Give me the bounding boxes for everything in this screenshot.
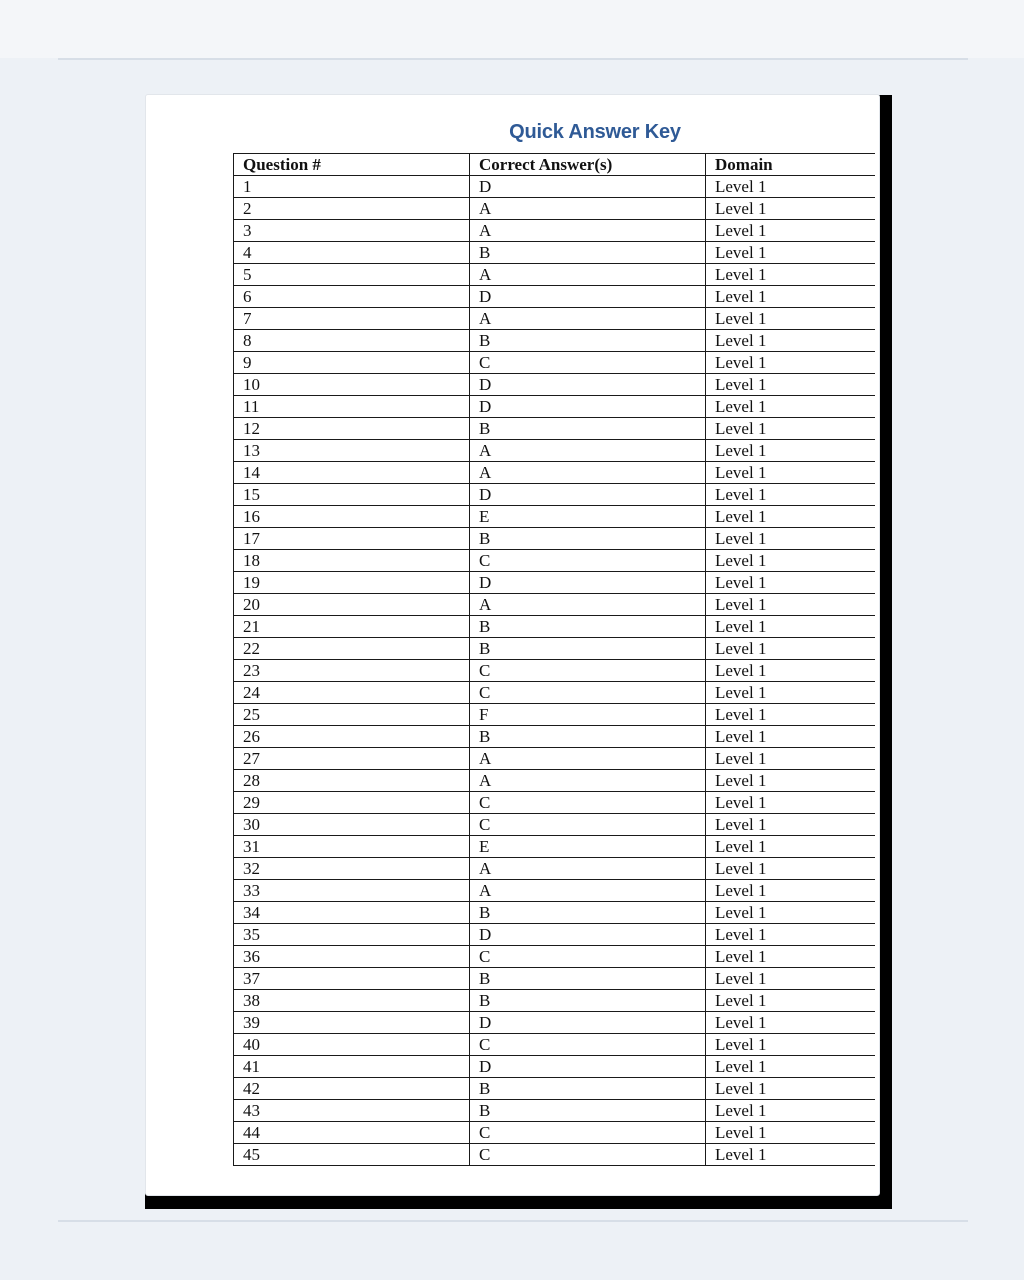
correct-answer-cell: A	[470, 440, 706, 462]
question-number-cell: 13	[234, 440, 470, 462]
table-row	[234, 1144, 876, 1166]
question-number-cell: 7	[234, 308, 470, 330]
domain-cell: Level 1	[706, 1012, 876, 1034]
table-row	[234, 198, 876, 220]
domain-cell: Level 1	[706, 814, 876, 836]
correct-answer-cell: A	[470, 198, 706, 220]
table-row	[234, 1122, 876, 1144]
correct-answer-cell: C	[470, 682, 706, 704]
correct-answer-cell: B	[470, 638, 706, 660]
table-row	[234, 814, 876, 836]
table-row	[234, 594, 876, 616]
question-number-cell: 21	[234, 616, 470, 638]
domain-cell: Level 1	[706, 462, 876, 484]
table-row	[234, 924, 876, 946]
correct-answer-cell: C	[470, 352, 706, 374]
bottom-divider	[58, 1220, 968, 1222]
question-number-cell: 41	[234, 1056, 470, 1078]
table-row	[234, 748, 876, 770]
domain-cell: Level 1	[706, 572, 876, 594]
question-number-cell: 45	[234, 1144, 470, 1166]
domain-cell: Level 1	[706, 242, 876, 264]
question-number-cell: 24	[234, 682, 470, 704]
question-number-cell: 1	[234, 176, 470, 198]
correct-answer-cell: D	[470, 396, 706, 418]
question-number-cell: 40	[234, 1034, 470, 1056]
question-number-cell: 10	[234, 374, 470, 396]
question-number-cell: 27	[234, 748, 470, 770]
table-row	[234, 352, 876, 374]
correct-answer-cell: E	[470, 836, 706, 858]
domain-cell: Level 1	[706, 374, 876, 396]
domain-cell: Level 1	[706, 352, 876, 374]
question-number-cell: 33	[234, 880, 470, 902]
viewer-top-bar	[0, 0, 1024, 58]
correct-answer-cell: B	[470, 616, 706, 638]
table-row	[234, 682, 876, 704]
correct-answer-cell: B	[470, 968, 706, 990]
domain-cell: Level 1	[706, 748, 876, 770]
domain-cell: Level 1	[706, 330, 876, 352]
table-row	[234, 1078, 876, 1100]
domain-cell: Level 1	[706, 1100, 876, 1122]
domain-cell: Level 1	[706, 616, 876, 638]
correct-answer-cell: D	[470, 176, 706, 198]
column-header-question: Question #	[234, 154, 470, 176]
question-number-cell: 30	[234, 814, 470, 836]
question-number-cell: 17	[234, 528, 470, 550]
domain-cell: Level 1	[706, 550, 876, 572]
question-number-cell: 11	[234, 396, 470, 418]
column-header-domain: Domain	[706, 154, 876, 176]
correct-answer-cell: B	[470, 726, 706, 748]
correct-answer-cell: D	[470, 1056, 706, 1078]
correct-answer-cell: E	[470, 506, 706, 528]
question-number-cell: 6	[234, 286, 470, 308]
correct-answer-cell: A	[470, 770, 706, 792]
correct-answer-cell: B	[470, 242, 706, 264]
table-row	[234, 990, 876, 1012]
domain-cell: Level 1	[706, 1034, 876, 1056]
question-number-cell: 39	[234, 1012, 470, 1034]
question-number-cell: 43	[234, 1100, 470, 1122]
document-title: Quick Answer Key	[509, 121, 681, 143]
table-row	[234, 1100, 876, 1122]
correct-answer-cell: C	[470, 1144, 706, 1166]
domain-cell: Level 1	[706, 1078, 876, 1100]
correct-answer-cell: B	[470, 1078, 706, 1100]
table-row	[234, 770, 876, 792]
table-row	[234, 1012, 876, 1034]
table-row	[234, 264, 876, 286]
question-number-cell: 19	[234, 572, 470, 594]
answer-key-table	[233, 153, 875, 1166]
correct-answer-cell: A	[470, 748, 706, 770]
correct-answer-cell: A	[470, 308, 706, 330]
table-header-row	[234, 154, 876, 176]
domain-cell: Level 1	[706, 1056, 876, 1078]
question-number-cell: 3	[234, 220, 470, 242]
correct-answer-cell: D	[470, 484, 706, 506]
domain-cell: Level 1	[706, 660, 876, 682]
table-row	[234, 286, 876, 308]
domain-cell: Level 1	[706, 198, 876, 220]
table-row	[234, 484, 876, 506]
domain-cell: Level 1	[706, 264, 876, 286]
question-number-cell: 32	[234, 858, 470, 880]
correct-answer-cell: A	[470, 880, 706, 902]
correct-answer-cell: A	[470, 462, 706, 484]
table-row	[234, 462, 876, 484]
question-number-cell: 22	[234, 638, 470, 660]
correct-answer-cell: D	[470, 374, 706, 396]
table-row	[234, 616, 876, 638]
table-row	[234, 726, 876, 748]
question-number-cell: 38	[234, 990, 470, 1012]
table-row	[234, 858, 876, 880]
question-number-cell: 12	[234, 418, 470, 440]
table-row	[234, 396, 876, 418]
domain-cell: Level 1	[706, 946, 876, 968]
table-row	[234, 374, 876, 396]
table-row	[234, 308, 876, 330]
domain-cell: Level 1	[706, 682, 876, 704]
table-row	[234, 836, 876, 858]
domain-cell: Level 1	[706, 990, 876, 1012]
correct-answer-cell: B	[470, 330, 706, 352]
table-row	[234, 660, 876, 682]
correct-answer-cell: C	[470, 1034, 706, 1056]
table-row	[234, 506, 876, 528]
domain-cell: Level 1	[706, 484, 876, 506]
question-number-cell: 2	[234, 198, 470, 220]
correct-answer-cell: B	[470, 990, 706, 1012]
table-row	[234, 638, 876, 660]
question-number-cell: 14	[234, 462, 470, 484]
table-row	[234, 1034, 876, 1056]
domain-cell: Level 1	[706, 704, 876, 726]
table-row	[234, 220, 876, 242]
domain-cell: Level 1	[706, 858, 876, 880]
question-number-cell: 31	[234, 836, 470, 858]
question-number-cell: 4	[234, 242, 470, 264]
correct-answer-cell: A	[470, 858, 706, 880]
question-number-cell: 8	[234, 330, 470, 352]
correct-answer-cell: C	[470, 946, 706, 968]
domain-cell: Level 1	[706, 770, 876, 792]
column-header-correct-answer: Correct Answer(s)	[470, 154, 706, 176]
question-number-cell: 28	[234, 770, 470, 792]
table-row	[234, 330, 876, 352]
correct-answer-cell: B	[470, 418, 706, 440]
correct-answer-cell: C	[470, 660, 706, 682]
question-number-cell: 26	[234, 726, 470, 748]
correct-answer-cell: C	[470, 792, 706, 814]
correct-answer-cell: C	[470, 1122, 706, 1144]
correct-answer-cell: B	[470, 1100, 706, 1122]
correct-answer-cell: B	[470, 902, 706, 924]
question-number-cell: 5	[234, 264, 470, 286]
table-row	[234, 1056, 876, 1078]
table-row	[234, 946, 876, 968]
domain-cell: Level 1	[706, 924, 876, 946]
table-row	[234, 176, 876, 198]
domain-cell: Level 1	[706, 418, 876, 440]
table-row	[234, 440, 876, 462]
domain-cell: Level 1	[706, 506, 876, 528]
top-divider	[58, 58, 968, 60]
correct-answer-cell: D	[470, 572, 706, 594]
question-number-cell: 9	[234, 352, 470, 374]
table-row	[234, 880, 876, 902]
table-row	[234, 968, 876, 990]
table-row	[234, 550, 876, 572]
table-row	[234, 242, 876, 264]
domain-cell: Level 1	[706, 902, 876, 924]
domain-cell: Level 1	[706, 286, 876, 308]
question-number-cell: 15	[234, 484, 470, 506]
question-number-cell: 25	[234, 704, 470, 726]
domain-cell: Level 1	[706, 836, 876, 858]
domain-cell: Level 1	[706, 792, 876, 814]
question-number-cell: 16	[234, 506, 470, 528]
domain-cell: Level 1	[706, 880, 876, 902]
table-row	[234, 528, 876, 550]
question-number-cell: 36	[234, 946, 470, 968]
domain-cell: Level 1	[706, 638, 876, 660]
domain-cell: Level 1	[706, 308, 876, 330]
correct-answer-cell: B	[470, 528, 706, 550]
table-row	[234, 792, 876, 814]
domain-cell: Level 1	[706, 1122, 876, 1144]
correct-answer-cell: A	[470, 594, 706, 616]
correct-answer-cell: D	[470, 1012, 706, 1034]
correct-answer-cell: D	[470, 924, 706, 946]
table-body	[234, 176, 876, 1166]
correct-answer-cell: A	[470, 220, 706, 242]
question-number-cell: 23	[234, 660, 470, 682]
domain-cell: Level 1	[706, 1144, 876, 1166]
domain-cell: Level 1	[706, 440, 876, 462]
domain-cell: Level 1	[706, 396, 876, 418]
correct-answer-cell: A	[470, 264, 706, 286]
correct-answer-cell: C	[470, 814, 706, 836]
domain-cell: Level 1	[706, 176, 876, 198]
domain-cell: Level 1	[706, 528, 876, 550]
question-number-cell: 42	[234, 1078, 470, 1100]
domain-cell: Level 1	[706, 220, 876, 242]
table-row	[234, 902, 876, 924]
question-number-cell: 20	[234, 594, 470, 616]
domain-cell: Level 1	[706, 968, 876, 990]
page-shadow-right	[878, 95, 892, 1209]
table-row	[234, 704, 876, 726]
question-number-cell: 34	[234, 902, 470, 924]
table-row	[234, 418, 876, 440]
question-number-cell: 37	[234, 968, 470, 990]
table-row	[234, 572, 876, 594]
domain-cell: Level 1	[706, 594, 876, 616]
question-number-cell: 44	[234, 1122, 470, 1144]
question-number-cell: 29	[234, 792, 470, 814]
correct-answer-cell: D	[470, 286, 706, 308]
domain-cell: Level 1	[706, 726, 876, 748]
question-number-cell: 35	[234, 924, 470, 946]
correct-answer-cell: C	[470, 550, 706, 572]
question-number-cell: 18	[234, 550, 470, 572]
correct-answer-cell: F	[470, 704, 706, 726]
